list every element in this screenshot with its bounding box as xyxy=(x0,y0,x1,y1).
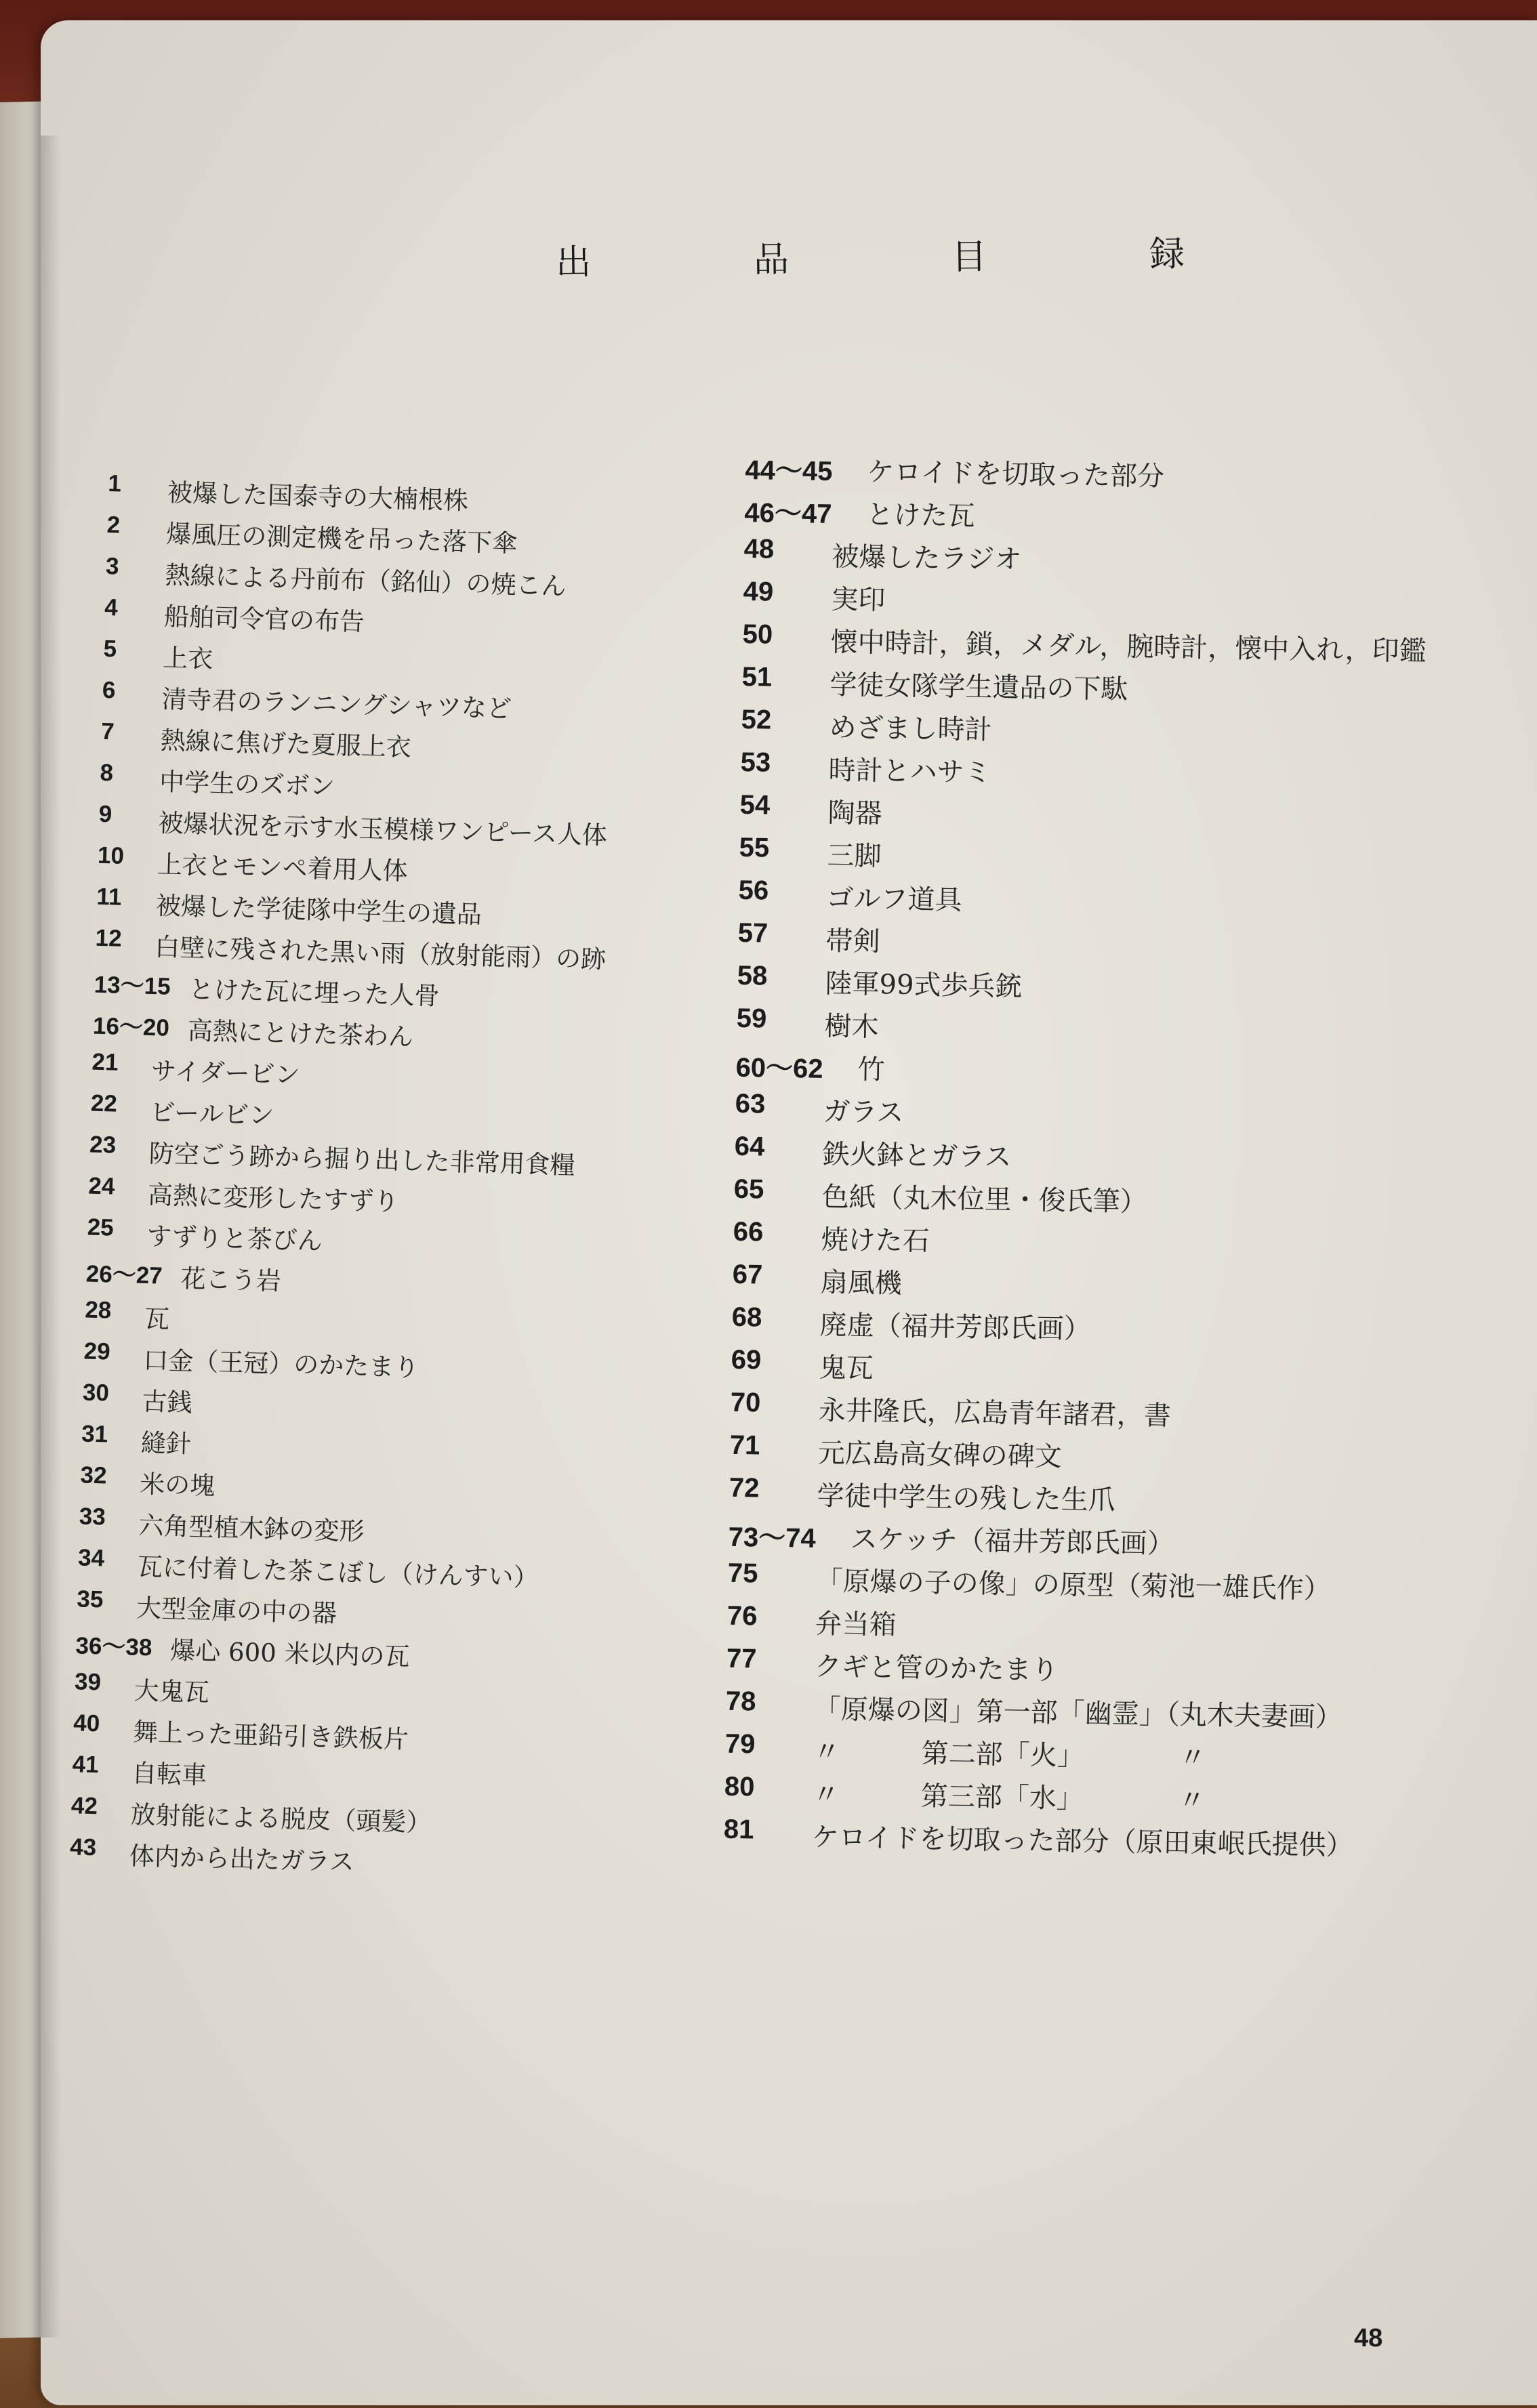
item-description: ゴルフ道具 xyxy=(826,882,962,917)
catalog-item xyxy=(735,1046,885,1089)
item-description: 自転車 xyxy=(131,1758,207,1790)
item-description: 高熱に変形したすずり xyxy=(147,1180,399,1217)
item-description: ケロイドを切取った部分 xyxy=(867,456,1165,493)
item-description: 放射能による脱皮（頭髪） xyxy=(130,1800,432,1838)
item-number: 48 xyxy=(743,533,775,564)
item-number: 68 xyxy=(731,1302,762,1333)
item-description: 「原爆の図」第一部「幽霊」（丸木夫妻画） xyxy=(813,1693,1343,1734)
item-description: 学徒女隊学生遺品の下駄 xyxy=(829,669,1128,705)
item-number: 29 xyxy=(83,1337,111,1365)
item-description: 舞上った亜鉛引き鉄板片 xyxy=(132,1717,409,1755)
item-description: 鉄火鉢とガラス xyxy=(822,1138,1012,1174)
item-number: 36～38 xyxy=(75,1632,152,1661)
item-number: 63 xyxy=(735,1088,766,1119)
item-description: 熱線による丹前布（銘仙）の焼こん xyxy=(165,560,567,601)
item-description: 弁当箱 xyxy=(815,1608,897,1641)
item-description: ケロイドを切取った部分（原田東岷氏提供） xyxy=(811,1821,1353,1862)
item-number: 69 xyxy=(731,1344,762,1375)
item-description: 鬼瓦 xyxy=(819,1352,874,1385)
catalog-item xyxy=(744,491,975,534)
item-number: 13～15 xyxy=(94,971,171,1000)
item-description: 陸軍99式歩兵銃 xyxy=(825,968,1023,1003)
item-number: 42 xyxy=(70,1792,98,1820)
item-number: 65 xyxy=(733,1174,764,1205)
item-number: 2 xyxy=(106,511,121,539)
item-number: 77 xyxy=(726,1643,757,1674)
item-number: 67 xyxy=(732,1259,763,1290)
item-number: 16～20 xyxy=(92,1012,170,1041)
item-number: 76 xyxy=(726,1600,758,1632)
item-description: とけた瓦に埋った人骨 xyxy=(188,974,440,1011)
item-number: 73～74 xyxy=(728,1522,817,1554)
item-number: 44～45 xyxy=(745,455,833,487)
item-description: 瓦 xyxy=(144,1304,170,1334)
item-number: 21 xyxy=(91,1048,119,1076)
item-description: 樹木 xyxy=(824,1010,879,1043)
item-number: 50 xyxy=(742,619,773,650)
item-number: 81 xyxy=(723,1814,754,1845)
item-description: 高熱にとけた茶わん xyxy=(187,1016,414,1052)
item-number: 8 xyxy=(99,759,114,787)
item-description: 扇風機 xyxy=(820,1266,903,1300)
item-description: 陶器 xyxy=(827,797,882,830)
item-description: 元広島高女碑の碑文 xyxy=(817,1437,1063,1473)
item-number: 24 xyxy=(87,1172,115,1200)
item-description: ガラス xyxy=(823,1096,904,1129)
item-number: 64 xyxy=(734,1131,765,1162)
item-description: 被爆した学徒隊中学生の遺品 xyxy=(155,891,483,930)
item-description: 焼けた石 xyxy=(821,1224,930,1258)
item-description: 大鬼瓦 xyxy=(134,1676,210,1707)
item-description: クギと管のかたまり xyxy=(814,1651,1059,1686)
item-description: 被爆したラジオ xyxy=(832,541,1022,576)
item-number: 52 xyxy=(741,704,772,735)
item-number: 10 xyxy=(97,842,125,869)
item-number: 25 xyxy=(87,1213,115,1241)
item-number: 32 xyxy=(80,1461,108,1489)
item-number: 60～62 xyxy=(735,1052,823,1084)
page-title: 出 品 目 録 xyxy=(555,232,1249,284)
item-number: 4 xyxy=(104,594,119,621)
item-number: 34 xyxy=(77,1544,105,1572)
item-description: 上衣とモンペ着用人体 xyxy=(157,850,409,886)
item-description: 廃虚（福井芳郎氏画） xyxy=(819,1309,1092,1346)
item-description: スケッチ（福井芳郎氏画） xyxy=(850,1523,1175,1560)
item-number: 39 xyxy=(74,1668,102,1696)
item-number: 28 xyxy=(84,1296,112,1324)
item-description: 防空ごう跡から掘り出した非常用食糧 xyxy=(148,1139,576,1180)
item-number: 55 xyxy=(739,832,770,863)
item-description: 三脚 xyxy=(827,839,882,873)
item-description: 爆心 600 米以内の瓦 xyxy=(169,1636,411,1672)
item-description: 六角型植木鉢の変形 xyxy=(138,1510,365,1547)
item-description: ビールビン xyxy=(149,1098,274,1131)
item-number: 30 xyxy=(82,1379,110,1407)
item-description: 永井隆氏，広島青年諸君，書 xyxy=(818,1394,1172,1432)
catalog-item xyxy=(728,1516,1175,1560)
item-description: 瓦に付着した茶こぼし（けんすい） xyxy=(137,1552,539,1593)
item-description: 船舶司令官の布告 xyxy=(163,602,365,637)
item-number: 70 xyxy=(730,1387,761,1418)
item-number: 46～47 xyxy=(744,497,832,530)
item-description: 帯剣 xyxy=(825,925,880,958)
item-description: 学徒中学生の残した生爪 xyxy=(817,1480,1116,1516)
item-number: 9 xyxy=(98,800,112,828)
item-number: 51 xyxy=(741,661,773,692)
item-number: 35 xyxy=(76,1585,104,1613)
item-description: 上衣 xyxy=(162,643,213,674)
item-description: 中学生のズボン xyxy=(159,767,335,802)
item-description: 被爆状況を示す水玉模様ワンピース人体 xyxy=(157,808,608,850)
item-description: 体内から出たガラス xyxy=(129,1841,355,1877)
item-number: 7 xyxy=(100,718,115,745)
item-number: 75 xyxy=(727,1558,758,1589)
item-description: 古銭 xyxy=(142,1386,193,1417)
item-description: 清寺君のランニングシャツなど xyxy=(161,684,512,724)
item-number: 80 xyxy=(724,1771,755,1802)
item-description: 〃 第二部「火」 〃 xyxy=(813,1736,1207,1774)
item-number: 22 xyxy=(90,1089,118,1117)
item-description: 時計とハサミ xyxy=(828,754,991,789)
item-number: 71 xyxy=(729,1430,760,1461)
item-number: 54 xyxy=(739,789,771,821)
item-number: 59 xyxy=(736,1003,767,1034)
item-description: 爆風圧の測定機を吊った落下傘 xyxy=(165,519,518,558)
item-number: 72 xyxy=(729,1472,760,1503)
item-description: すずりと茶びん xyxy=(146,1222,323,1256)
item-number: 3 xyxy=(105,552,120,580)
item-description: 口金（王冠）のかたまり xyxy=(142,1345,419,1383)
item-number: 12 xyxy=(95,924,123,952)
item-number: 41 xyxy=(72,1751,100,1779)
item-description: 竹 xyxy=(857,1054,885,1086)
item-number: 53 xyxy=(740,747,771,778)
item-number: 43 xyxy=(69,1833,97,1861)
item-number: 56 xyxy=(738,875,769,906)
item-number: 33 xyxy=(79,1503,106,1531)
item-description: 花こう岩 xyxy=(180,1264,282,1296)
item-description: めざまし時計 xyxy=(829,711,992,746)
item-number: 31 xyxy=(81,1420,108,1448)
item-description: 縫針 xyxy=(140,1428,192,1459)
item-description: 米の塊 xyxy=(139,1469,216,1501)
item-number: 23 xyxy=(89,1131,117,1159)
item-description: 実印 xyxy=(831,584,886,617)
item-description: 〃 第三部「水」 〃 xyxy=(812,1779,1206,1817)
item-number: 78 xyxy=(725,1686,756,1717)
item-number: 1 xyxy=(107,470,122,497)
item-description: サイダービン xyxy=(150,1056,301,1090)
item-description: 白壁に残された黒い雨（放射能雨）の跡 xyxy=(154,932,607,974)
item-number: 40 xyxy=(73,1709,100,1737)
item-number: 66 xyxy=(733,1216,764,1247)
item-number: 49 xyxy=(743,576,774,607)
item-number: 11 xyxy=(96,883,122,911)
item-number: 26～27 xyxy=(85,1260,163,1289)
item-number: 6 xyxy=(102,676,116,704)
item-description: とけた瓦 xyxy=(866,499,975,533)
item-number: 5 xyxy=(103,635,117,663)
item-number: 57 xyxy=(737,917,768,949)
item-description: 「原爆の子の像」の原型（菊池一雄氏作） xyxy=(815,1565,1332,1605)
item-description: 大型金庫の中の器 xyxy=(136,1593,337,1629)
page-gutter-shadow xyxy=(41,136,61,2338)
item-description: 被爆した国泰寺の大楠根株 xyxy=(167,478,469,516)
page-number: 48 xyxy=(1354,2324,1383,2352)
item-description: 懐中時計，鎖，メダル，腕時計，懐中入れ，印鑑 xyxy=(830,627,1427,667)
item-description: 熱線に焦げた夏服上衣 xyxy=(160,726,412,762)
item-number: 79 xyxy=(724,1728,756,1760)
item-number: 58 xyxy=(737,960,768,991)
item-description: 色紙（丸木位里・俊氏筆） xyxy=(821,1181,1147,1218)
